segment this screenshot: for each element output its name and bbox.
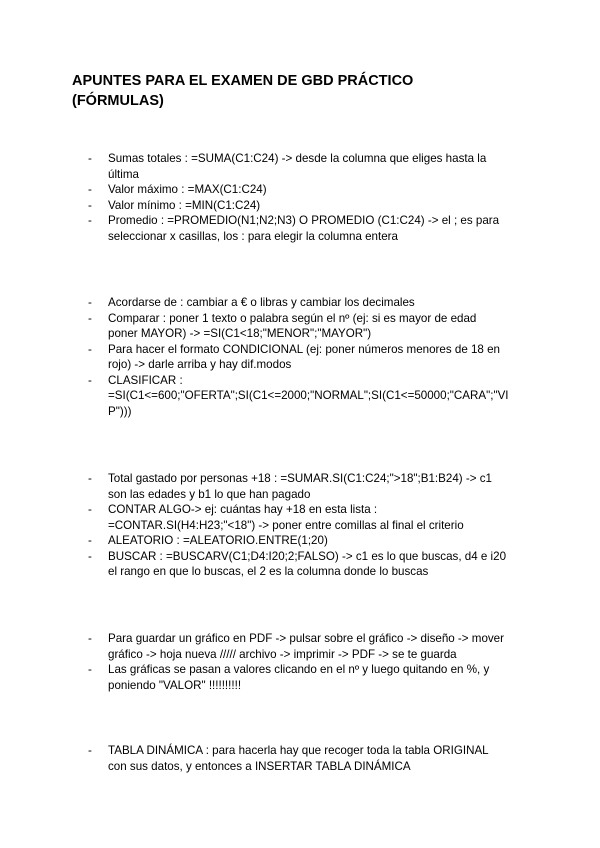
- document-title: [72, 71, 542, 111]
- item-line: Comparar : poner 1 texto o palabra según el nº (ej: si es mayor de edad: [108, 311, 477, 325]
- notes-section-formatting: [72, 295, 532, 419]
- bullet-dash: -: [88, 152, 92, 165]
- item-line: rojo) -> darle arriba y hay dif.modos: [108, 358, 292, 371]
- list-item: [72, 213, 532, 244]
- bullet-dash: -: [88, 632, 92, 645]
- item-line: Sumas totales : =SUMA(C1:C24) -> desde la columna que eliges hasta la: [108, 152, 487, 165]
- item-line: poner MAYOR) -> =SI(C1<18;"MENOR";"MAYOR"): [108, 327, 372, 340]
- bullet-dash: -: [88, 663, 92, 676]
- item-line: Promedio : =PROMEDIO(N1;N2;N3) O PROMEDIO (C1:C24) -> el ; es para: [108, 214, 500, 227]
- bullet-dash: -: [88, 198, 92, 212]
- list-item: [72, 533, 532, 549]
- bullet-dash: -: [88, 744, 92, 757]
- title-line: APUNTES PARA EL EXAMEN DE GBD PRÁCTICO: [72, 73, 414, 89]
- item-line: CLASIFICAR :: [108, 373, 183, 387]
- list-item: [72, 471, 532, 502]
- title-line: (FÓRMULAS): [72, 93, 164, 109]
- list-item: [72, 743, 532, 774]
- bullet-dash: -: [88, 503, 92, 516]
- list-item: [72, 295, 532, 311]
- item-line: BUSCAR : =BUSCARV(C1;D4:I20;2;FALSO) -> c1 es lo que buscas, d4 e i20: [108, 549, 507, 563]
- notes-section-totals: [72, 151, 532, 244]
- list-item: [72, 342, 532, 373]
- list-item: [72, 373, 532, 420]
- item-line: Total gastado por personas +18 : =SUMAR.SI(C1:C24;">18";B1:B24) -> c1: [108, 472, 492, 485]
- list-item: [72, 182, 532, 198]
- bullet-dash: -: [88, 472, 92, 485]
- item-line: =SI(C1<=600;"OFERTA";SI(C1<=2000;"NORMAL";SI(C1<=50000;"CARA";"VI: [108, 389, 509, 402]
- item-line: Valor máximo : =MAX(C1:C24): [108, 183, 267, 196]
- notes-section-charts: [72, 631, 532, 693]
- bullet-dash: -: [88, 296, 92, 309]
- item-line: Acordarse de : cambiar a € o libras y cambiar los decimales: [108, 296, 415, 309]
- item-line: Para hacer el formato CONDICIONAL (ej: poner números menores de 18 en: [108, 342, 501, 356]
- bullet-dash: -: [88, 549, 92, 563]
- notes-section-functions: [72, 471, 532, 580]
- notes-section-pivot: [72, 743, 532, 774]
- list-item: [72, 311, 532, 342]
- list-item: [72, 198, 532, 214]
- bullet-dash: -: [88, 183, 92, 196]
- item-line: son las edades y b1 lo que han pagado: [108, 487, 311, 501]
- bullet-dash: -: [88, 373, 92, 387]
- bullet-dash: -: [88, 214, 92, 227]
- item-line: seleccionar x casillas, los : para elegir la columna entera: [108, 229, 398, 243]
- item-line: última: [108, 167, 139, 181]
- item-line: Para guardar un gráfico en PDF -> pulsar sobre el gráfico -> diseño -> mover: [108, 632, 504, 645]
- bullet-dash: -: [88, 534, 92, 547]
- item-line: TABLA DINÁMICA : para hacerla hay que recoger toda la tabla ORIGINAL: [108, 744, 489, 757]
- item-line: ALEATORIO : =ALEATORIO.ENTRE(1;20): [108, 534, 328, 547]
- item-line: poniendo "VALOR" !!!!!!!!!!: [108, 678, 242, 692]
- item-line: Valor mínimo : =MIN(C1:C24): [108, 198, 261, 212]
- item-line: CONTAR ALGO-> ej: cuántas hay +18 en esta lista :: [108, 503, 378, 516]
- item-line: P"))): [108, 404, 132, 418]
- list-item: [72, 502, 532, 533]
- bullet-dash: -: [88, 311, 92, 325]
- list-item: [72, 549, 532, 580]
- item-line: gráfico -> hoja nueva ///// archivo -> imprimir -> PDF -> se te guarda: [108, 647, 457, 661]
- item-line: Las gráficas se pasan a valores clicando en el nº y luego quitando en %, y: [108, 663, 490, 676]
- item-line: el rango en que lo buscas, el 2 es la columna donde lo buscas: [108, 565, 429, 578]
- bullet-dash: -: [88, 342, 92, 356]
- list-item: [72, 631, 532, 662]
- list-item: [72, 151, 532, 182]
- item-line: con sus datos, y entonces a INSERTAR TABLA DINÁMICA: [108, 759, 411, 773]
- list-item: [72, 662, 532, 693]
- item-line: =CONTAR.SI(H4:H23;"<18") -> poner entre comillas al final el criterio: [108, 518, 464, 532]
